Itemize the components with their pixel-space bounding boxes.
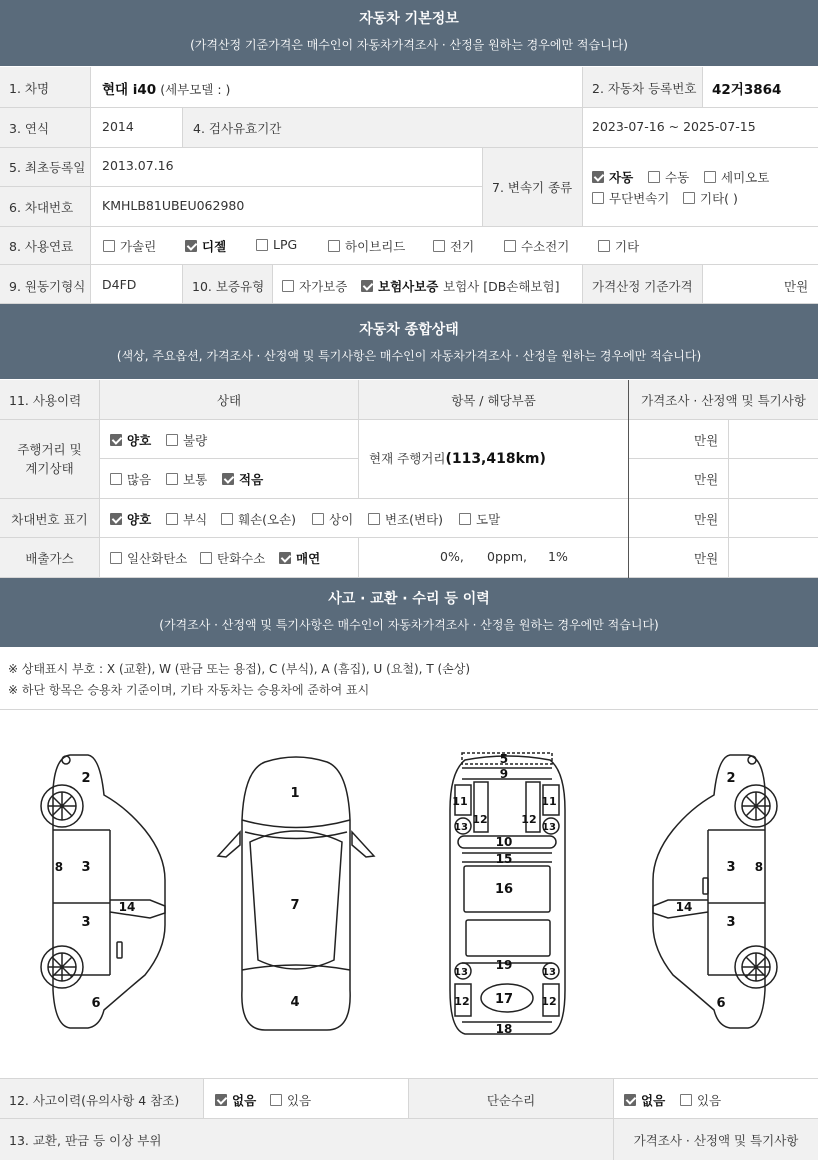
part-6: 6 — [91, 996, 101, 1011]
emission-smoke-checkbox[interactable]: 매연 — [279, 549, 320, 567]
car-submodel: (세부모델 : ) — [160, 82, 231, 97]
vin-damage-checkbox[interactable]: 훼손(오손) — [221, 510, 296, 528]
fuel-lpg-checkbox[interactable]: LPG — [256, 237, 297, 252]
symbol-note: ※ 상태표시 부호 : X (교환), W (판금 또는 용접), C (부식), A (흠집), U (요철), T (손상) — [8, 662, 471, 676]
accident-subtitle: (가격조사 · 산정액 및 특기사항은 매수인이 자동차가격조사 · 산정을 원하는 경우에만 적습니다) — [159, 618, 659, 632]
fuel-other-checkbox[interactable]: 기타 — [598, 237, 639, 255]
fuel-label: 8. 사용연료 — [9, 239, 74, 254]
checkbox-checked-icon — [185, 240, 197, 252]
basic-info-subtitle: (가격산정 기준가격은 매수인이 자동차가격조사 · 산정을 원하는 경우에만 적습니다) — [190, 38, 628, 52]
reg-number-label: 2. 자동차 등록번호 — [592, 81, 697, 96]
mileage-low-checkbox[interactable]: 적음 — [222, 470, 263, 488]
meter-good-checkbox[interactable]: 양호 — [110, 431, 151, 449]
vin-good-checkbox[interactable]: 양호 — [110, 510, 151, 528]
warranty-label: 10. 보증유형 — [192, 279, 265, 294]
vin-mismatch-checkbox[interactable]: 상이 — [312, 510, 353, 528]
parts-abnormal-label: 13. 교환, 판금 등 이상 부위 — [9, 1133, 162, 1148]
fuel-hydrogen-checkbox[interactable]: 수소전기 — [504, 237, 569, 255]
accident-history-label: 12. 사고이력(유의사항 4 참조) — [9, 1093, 180, 1108]
price-unit: 만원 — [694, 512, 719, 527]
fuel-electric-checkbox[interactable]: 전기 — [433, 237, 474, 255]
warranty-insurer-checkbox[interactable]: 보험사보증 — [361, 277, 438, 295]
checkbox-icon — [221, 513, 233, 525]
fuel-gasoline-checkbox[interactable]: 가솔린 — [103, 237, 156, 255]
checkbox-icon — [704, 171, 716, 183]
year-value: 2014 — [102, 119, 134, 134]
checkbox-checked-icon — [592, 171, 604, 183]
checkbox-checked-icon — [222, 473, 234, 485]
part-15: 15 — [495, 852, 513, 866]
part-1: 1 — [290, 786, 300, 801]
part-7: 7 — [290, 898, 300, 913]
price-col-header: 가격조사 · 산정액 및 특기사항 — [641, 393, 806, 408]
part-18: 18 — [495, 1022, 513, 1036]
part-13: 13 — [454, 822, 468, 833]
price-unit: 만원 — [694, 472, 719, 487]
checkbox-icon — [270, 1094, 282, 1106]
checkbox-icon — [166, 473, 178, 485]
passenger-car-note: ※ 하단 항목은 승용차 기준이며, 기타 자동차는 승용차에 준하여 표시 — [8, 683, 370, 697]
part-13: 13 — [542, 822, 556, 833]
part-13: 13 — [542, 967, 556, 978]
price-basis-unit: 만원 — [784, 279, 809, 294]
part-5: 5 — [499, 752, 509, 766]
part-12: 12 — [454, 995, 470, 1008]
part-12: 12 — [472, 813, 488, 826]
emission-label: 배출가스 — [25, 551, 74, 566]
history-col-header: 11. 사용이력 — [9, 393, 82, 408]
emission-co-value: 0%, — [440, 549, 464, 564]
part-10: 10 — [495, 835, 513, 849]
accident-header — [0, 578, 818, 647]
part-3: 3 — [81, 860, 91, 875]
part-6: 6 — [716, 996, 726, 1011]
car-name-value: 현대 i40 — [102, 82, 157, 98]
price-unit: 만원 — [694, 433, 719, 448]
left-side-view — [41, 755, 165, 1028]
checkbox-checked-icon — [215, 1094, 227, 1106]
part-12: 12 — [521, 813, 537, 826]
fuel-diesel-checkbox[interactable]: 디젤 — [185, 237, 226, 255]
checkbox-icon — [166, 513, 178, 525]
part-19: 19 — [495, 958, 513, 972]
checkbox-icon — [110, 473, 122, 485]
accident-none-checkbox[interactable]: 없음 — [215, 1091, 256, 1109]
fuel-hybrid-checkbox[interactable]: 하이브리드 — [328, 237, 405, 255]
reg-number-value: 42거3864 — [712, 82, 782, 98]
simple-repair-label: 단순수리 — [486, 1093, 536, 1108]
emission-smoke-value: 1% — [548, 549, 568, 564]
car-parts-diagram — [0, 710, 818, 1078]
basic-info-title: 자동차 기본정보 — [359, 11, 459, 27]
first-reg-value: 2013.07.16 — [102, 158, 174, 173]
mileage-high-checkbox[interactable]: 많음 — [110, 470, 151, 488]
checkbox-icon — [598, 240, 610, 252]
part-3: 3 — [81, 915, 91, 930]
mileage-label: 주행거리 및 계기상태 — [17, 442, 82, 476]
year-label: 3. 연식 — [9, 121, 50, 136]
part-2: 2 — [81, 771, 91, 786]
part-4: 4 — [290, 995, 300, 1010]
checkbox-icon — [433, 240, 445, 252]
checkbox-icon — [103, 240, 115, 252]
checkbox-icon — [648, 171, 660, 183]
part-2: 2 — [726, 771, 736, 786]
mileage-value: (113,418km) — [445, 451, 546, 467]
checkbox-checked-icon — [279, 552, 291, 564]
status-subtitle: (색상, 주요옵션, 가격조사 · 산정액 및 특기사항은 매수인이 자동차가격조사 · 산정을 원하는 경우에만 적습니다) — [116, 349, 702, 363]
transmission-label: 7. 변속기 종류 — [492, 180, 573, 195]
car-name-label: 1. 차명 — [9, 81, 50, 96]
part-11: 11 — [452, 795, 468, 808]
price-unit: 만원 — [694, 551, 719, 566]
vin-altered-checkbox[interactable]: 변조(변타) — [368, 510, 443, 528]
trans-other-checkbox[interactable]: 기타( ) — [683, 189, 738, 207]
part-14: 14 — [675, 900, 693, 914]
part-11: 11 — [541, 795, 557, 808]
checkbox-checked-icon — [110, 434, 122, 446]
emission-hc-checkbox[interactable]: 탄화수소 — [200, 549, 265, 567]
mileage-prefix: 현재 주행거리 — [369, 451, 446, 466]
part-16: 16 — [495, 882, 514, 897]
mileage-normal-checkbox[interactable]: 보통 — [166, 470, 207, 488]
insurer-name: 보험사 [DB손해보험] — [443, 279, 560, 294]
part-13: 13 — [454, 967, 468, 978]
checkbox-icon — [504, 240, 516, 252]
vin-corrosion-checkbox[interactable]: 부식 — [166, 510, 207, 528]
right-side-view — [653, 755, 777, 1028]
meter-bad-checkbox[interactable]: 불량 — [166, 431, 207, 449]
inspection-value: 2023-07-16 ~ 2025-07-15 — [592, 119, 756, 134]
checkbox-icon — [166, 434, 178, 446]
checkbox-checked-icon — [110, 513, 122, 525]
trans-manual-checkbox[interactable]: 수동 — [648, 168, 689, 186]
status-title: 자동차 종합상태 — [359, 322, 459, 338]
part-8: 8 — [54, 860, 64, 874]
vin-value: KMHLB81UBEU062980 — [102, 198, 245, 213]
vin-label: 6. 차대번호 — [9, 200, 74, 215]
status-header — [0, 304, 818, 379]
part-12: 12 — [541, 995, 557, 1008]
checkbox-checked-icon — [361, 280, 373, 292]
price-basis-label: 가격산정 기준가격 — [592, 279, 693, 294]
inspection-label: 4. 검사유효기간 — [193, 121, 282, 136]
part-3: 3 — [726, 915, 736, 930]
simple-repair-yes-checkbox[interactable]: 있음 — [680, 1091, 721, 1109]
engine-label: 9. 원동기형식 — [9, 279, 86, 294]
item-col-header: 항목 / 해당부품 — [451, 393, 536, 408]
vin-painted-checkbox[interactable]: 도말 — [459, 510, 500, 528]
first-reg-label: 5. 최초등록일 — [9, 160, 86, 175]
engine-value: D4FD — [102, 277, 137, 292]
emission-hc-value: 0ppm, — [487, 549, 527, 564]
trans-semiauto-checkbox[interactable]: 세미오토 — [704, 168, 769, 186]
part-8: 8 — [754, 860, 764, 874]
checkbox-icon — [256, 239, 268, 251]
checkbox-icon — [459, 513, 471, 525]
checkbox-icon — [312, 513, 324, 525]
trans-auto-checkbox[interactable]: 자동 — [592, 168, 633, 186]
checkbox-icon — [110, 552, 122, 564]
checkbox-icon — [592, 192, 604, 204]
checkbox-icon — [680, 1094, 692, 1106]
basic-info-header — [0, 0, 818, 66]
emission-co-checkbox[interactable]: 일산화탄소 — [110, 549, 187, 567]
part-3: 3 — [726, 860, 736, 875]
checkbox-icon — [282, 280, 294, 292]
checkbox-icon — [200, 552, 212, 564]
state-col-header: 상태 — [216, 393, 242, 408]
accident-title: 사고 · 교환 · 수리 등 이력 — [328, 591, 490, 607]
part-14: 14 — [118, 900, 136, 914]
vin-mark-label: 차대번호 표기 — [11, 512, 88, 527]
part-17: 17 — [495, 992, 514, 1007]
warranty-self-checkbox[interactable]: 자가보증 — [282, 277, 347, 295]
part-9: 9 — [499, 767, 509, 781]
trans-cvt-checkbox[interactable]: 무단변속기 — [592, 189, 669, 207]
parts-price-label: 가격조사 · 산정액 및 특기사항 — [633, 1133, 799, 1148]
checkbox-icon — [328, 240, 340, 252]
checkbox-icon — [683, 192, 695, 204]
checkbox-checked-icon — [624, 1094, 636, 1106]
checkbox-icon — [368, 513, 380, 525]
accident-yes-checkbox[interactable]: 있음 — [270, 1091, 311, 1109]
simple-repair-none-checkbox[interactable]: 없음 — [624, 1091, 665, 1109]
underbody-view — [450, 752, 565, 1036]
top-view — [218, 757, 374, 1030]
